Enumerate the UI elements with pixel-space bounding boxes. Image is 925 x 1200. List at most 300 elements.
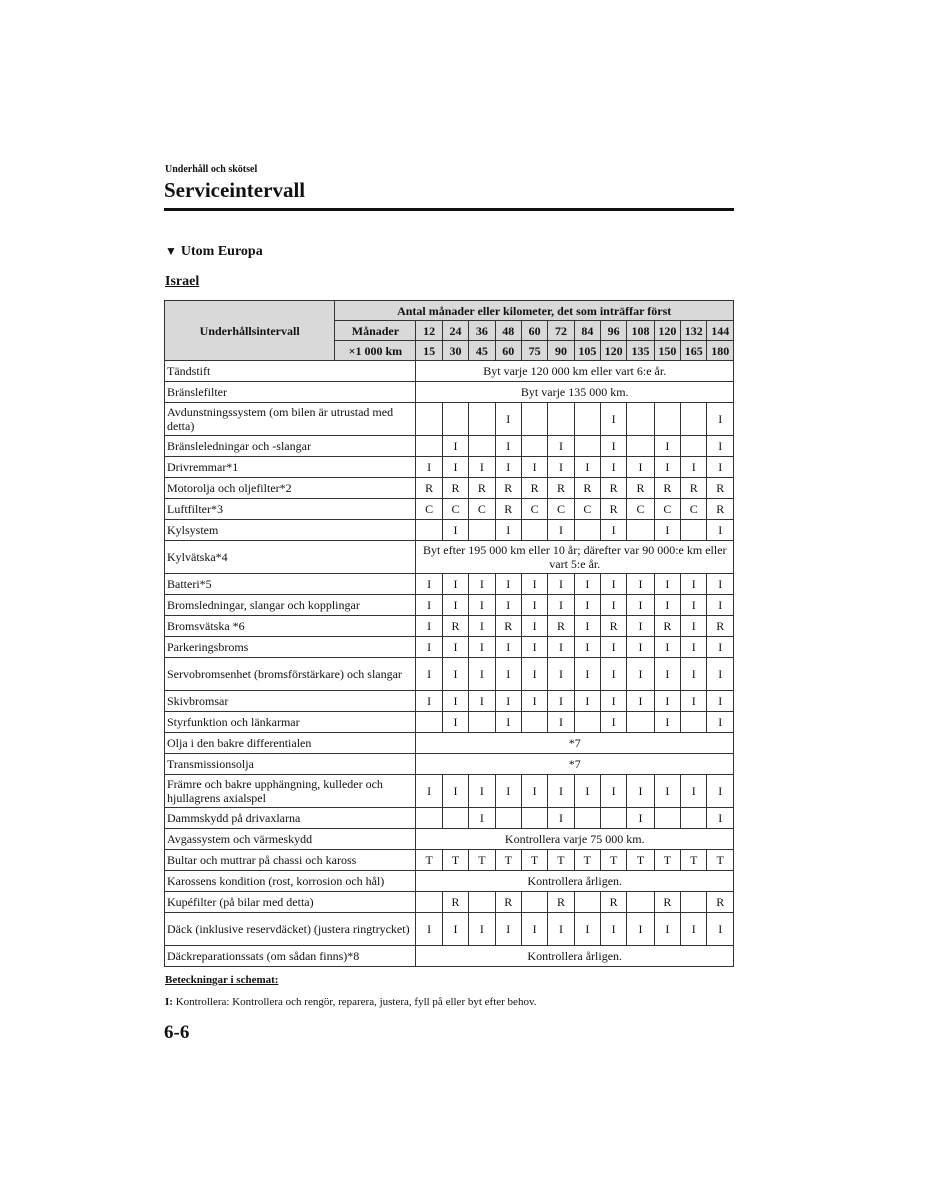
interval-cell: I xyxy=(416,658,442,691)
interval-cell xyxy=(654,403,680,436)
interval-cell: I xyxy=(495,637,521,658)
interval-cell: I xyxy=(654,637,680,658)
interval-cell: I xyxy=(627,691,654,712)
interval-cell: I xyxy=(442,574,468,595)
interval-cell: I xyxy=(601,457,627,478)
table-row xyxy=(165,520,734,541)
month-header: 120 xyxy=(654,321,680,341)
interval-cell: T xyxy=(548,850,574,871)
interval-cell: I xyxy=(574,637,600,658)
interval-cell: I xyxy=(548,457,574,478)
interval-cell: I xyxy=(442,913,468,946)
interval-cell: I xyxy=(548,595,574,616)
maintenance-item: Luftfilter*3 xyxy=(165,499,416,520)
interval-cell: C xyxy=(574,499,600,520)
interval-header: Antal månader eller kilometer, det som inträffar först xyxy=(335,301,734,321)
interval-cell xyxy=(654,808,680,829)
interval-cell: I xyxy=(548,691,574,712)
interval-cell: I xyxy=(707,457,734,478)
maintenance-item: Bränsleledningar och -slangar xyxy=(165,436,416,457)
maintenance-item: Bromsvätska *6 xyxy=(165,616,416,637)
table-row xyxy=(165,913,734,946)
table-row xyxy=(165,712,734,733)
interval-cell: I xyxy=(469,691,495,712)
legend xyxy=(165,996,536,1008)
interval-cell xyxy=(627,520,654,541)
interval-cell: I xyxy=(442,712,468,733)
legend-key: I: xyxy=(165,996,173,1008)
km-header: 135 xyxy=(627,341,654,361)
interval-cell: I xyxy=(654,520,680,541)
interval-cell: I xyxy=(707,712,734,733)
interval-cell: I xyxy=(681,691,707,712)
maintenance-item: Kupéfilter (på bilar med detta) xyxy=(165,892,416,913)
interval-cell: I xyxy=(707,808,734,829)
interval-cell: I xyxy=(548,436,574,457)
interval-cell: I xyxy=(574,595,600,616)
interval-cell: I xyxy=(601,637,627,658)
table-row xyxy=(165,733,734,754)
interval-cell: I xyxy=(707,775,734,808)
interval-cell: I xyxy=(548,913,574,946)
month-header: 144 xyxy=(707,321,734,341)
interval-cell xyxy=(574,808,600,829)
table-row xyxy=(165,616,734,637)
interval-cell xyxy=(442,808,468,829)
maintenance-item: Bultar och muttrar på chassi och kaross xyxy=(165,850,416,871)
maintenance-item: Dammskydd på drivaxlarna xyxy=(165,808,416,829)
interval-cell: I xyxy=(416,691,442,712)
maintenance-item: Skivbromsar xyxy=(165,691,416,712)
interval-cell: I xyxy=(442,457,468,478)
interval-cell: I xyxy=(707,403,734,436)
interval-note: Kontrollera varje 75 000 km. xyxy=(416,829,734,850)
interval-cell: I xyxy=(627,637,654,658)
interval-cell xyxy=(416,403,442,436)
km-header: 60 xyxy=(495,341,521,361)
maintenance-item: Styrfunktion och länkarmar xyxy=(165,712,416,733)
maintenance-item: Bränslefilter xyxy=(165,382,416,403)
interval-cell: I xyxy=(627,616,654,637)
interval-cell: I xyxy=(495,913,521,946)
interval-cell: I xyxy=(521,913,547,946)
interval-cell: I xyxy=(442,637,468,658)
interval-note: Kontrollera årligen. xyxy=(416,871,734,892)
interval-cell: R xyxy=(601,892,627,913)
maintenance-item: Karossens kondition (rost, korrosion och hål) xyxy=(165,871,416,892)
interval-cell xyxy=(469,892,495,913)
interval-cell: I xyxy=(654,913,680,946)
interval-cell: I xyxy=(416,913,442,946)
table-row xyxy=(165,850,734,871)
interval-cell xyxy=(574,892,600,913)
interval-cell: I xyxy=(681,775,707,808)
interval-cell: R xyxy=(442,478,468,499)
interval-cell: I xyxy=(601,658,627,691)
interval-cell: R xyxy=(601,478,627,499)
interval-cell: I xyxy=(574,658,600,691)
maintenance-item: Motorolja och oljefilter*2 xyxy=(165,478,416,499)
interval-cell: R xyxy=(601,499,627,520)
interval-cell: I xyxy=(469,913,495,946)
interval-cell: I xyxy=(681,616,707,637)
table-row xyxy=(165,382,734,403)
interval-cell: I xyxy=(654,595,680,616)
interval-cell: I xyxy=(601,691,627,712)
km-header: 90 xyxy=(548,341,574,361)
maintenance-item: Främre och bakre upphängning, kulleder och hjullagrens axialspel xyxy=(165,775,416,808)
interval-cell: T xyxy=(469,850,495,871)
maintenance-item: Servobromsenhet (bromsförstärkare) och slangar xyxy=(165,658,416,691)
interval-cell: I xyxy=(574,574,600,595)
interval-cell: R xyxy=(707,499,734,520)
subheading-text: Utom Europa xyxy=(180,244,263,259)
month-header: 12 xyxy=(416,321,442,341)
interval-cell: R xyxy=(495,499,521,520)
interval-cell: I xyxy=(469,616,495,637)
interval-cell: I xyxy=(601,436,627,457)
interval-cell xyxy=(521,892,547,913)
maintenance-item: Däck (inklusive reservdäcket) (justera ringtrycket) xyxy=(165,913,416,946)
table-row xyxy=(165,478,734,499)
interval-cell: T xyxy=(521,850,547,871)
month-header: 108 xyxy=(627,321,654,341)
interval-cell: I xyxy=(654,457,680,478)
interval-cell: I xyxy=(654,574,680,595)
table-row xyxy=(165,691,734,712)
interval-cell: C xyxy=(681,499,707,520)
interval-cell xyxy=(681,520,707,541)
interval-cell: I xyxy=(627,595,654,616)
interval-cell: I xyxy=(601,574,627,595)
table-row xyxy=(165,457,734,478)
interval-cell: R xyxy=(548,616,574,637)
month-header: 60 xyxy=(521,321,547,341)
interval-cell: I xyxy=(521,691,547,712)
interval-cell xyxy=(521,712,547,733)
interval-cell xyxy=(521,436,547,457)
interval-cell: I xyxy=(495,457,521,478)
months-label: Månader xyxy=(335,321,416,341)
month-header: 48 xyxy=(495,321,521,341)
interval-cell: I xyxy=(681,637,707,658)
interval-cell: R xyxy=(416,478,442,499)
interval-cell: T xyxy=(654,850,680,871)
interval-cell xyxy=(574,520,600,541)
table-row xyxy=(165,403,734,436)
interval-cell: I xyxy=(495,595,521,616)
interval-cell: I xyxy=(548,775,574,808)
km-header: 120 xyxy=(601,341,627,361)
interval-cell: R xyxy=(707,616,734,637)
maintenance-item: Tändstift xyxy=(165,361,416,382)
km-header: 180 xyxy=(707,341,734,361)
interval-cell: I xyxy=(495,520,521,541)
interval-note: Byt efter 195 000 km eller 10 år; därefter var 90 000:e km eller vart 5:e år. xyxy=(416,541,734,574)
table-row xyxy=(165,574,734,595)
triangle-down-icon: ▼ xyxy=(165,244,177,258)
maintenance-item: Batteri*5 xyxy=(165,574,416,595)
interval-cell xyxy=(681,403,707,436)
interval-cell: I xyxy=(442,436,468,457)
interval-cell xyxy=(681,436,707,457)
interval-cell: T xyxy=(416,850,442,871)
interval-cell: I xyxy=(707,913,734,946)
interval-cell: I xyxy=(574,913,600,946)
interval-cell: I xyxy=(707,520,734,541)
interval-cell: R xyxy=(654,478,680,499)
interval-cell: C xyxy=(654,499,680,520)
interval-cell xyxy=(469,520,495,541)
interval-cell: I xyxy=(574,775,600,808)
interval-cell: I xyxy=(416,457,442,478)
interval-cell xyxy=(469,436,495,457)
interval-cell xyxy=(521,520,547,541)
table-row xyxy=(165,946,734,967)
km-header: 150 xyxy=(654,341,680,361)
interval-note: *7 xyxy=(416,754,734,775)
interval-cell: I xyxy=(469,637,495,658)
interval-cell: R xyxy=(469,478,495,499)
interval-cell: C xyxy=(469,499,495,520)
interval-cell: T xyxy=(442,850,468,871)
interval-cell: T xyxy=(627,850,654,871)
interval-cell xyxy=(681,892,707,913)
interval-cell: I xyxy=(521,658,547,691)
country-heading: Israel xyxy=(165,274,200,289)
interval-cell: I xyxy=(627,913,654,946)
maintenance-item: Bromsledningar, slangar och kopplingar xyxy=(165,595,416,616)
maintenance-item: Transmissionsolja xyxy=(165,754,416,775)
interval-cell: I xyxy=(681,574,707,595)
interval-cell: I xyxy=(442,595,468,616)
interval-cell: R xyxy=(495,478,521,499)
interval-cell: R xyxy=(521,478,547,499)
interval-cell: I xyxy=(416,595,442,616)
maintenance-item: Kylvätska*4 xyxy=(165,541,416,574)
interval-cell: R xyxy=(654,616,680,637)
interval-cell: C xyxy=(627,499,654,520)
interval-cell xyxy=(495,808,521,829)
interval-cell: I xyxy=(416,574,442,595)
interval-cell: I xyxy=(548,574,574,595)
table-row xyxy=(165,658,734,691)
interval-cell: R xyxy=(548,892,574,913)
interval-cell: I xyxy=(601,520,627,541)
interval-cell xyxy=(627,892,654,913)
interval-cell xyxy=(521,403,547,436)
interval-cell xyxy=(681,712,707,733)
interval-cell xyxy=(601,808,627,829)
interval-cell: I xyxy=(469,775,495,808)
interval-cell: I xyxy=(574,691,600,712)
table-row xyxy=(165,754,734,775)
interval-cell: I xyxy=(469,574,495,595)
interval-cell xyxy=(521,808,547,829)
interval-cell: C xyxy=(442,499,468,520)
interval-cell: I xyxy=(495,775,521,808)
interval-cell: T xyxy=(495,850,521,871)
month-header: 72 xyxy=(548,321,574,341)
interval-cell xyxy=(416,436,442,457)
interval-cell: I xyxy=(495,691,521,712)
interval-cell: R xyxy=(707,892,734,913)
interval-cell: R xyxy=(654,892,680,913)
interval-cell: I xyxy=(654,691,680,712)
table-row xyxy=(165,637,734,658)
interval-cell xyxy=(627,712,654,733)
interval-cell: I xyxy=(707,574,734,595)
interval-cell: I xyxy=(521,637,547,658)
km-label: ×1 000 km xyxy=(335,341,416,361)
legend-title: Beteckningar i schemat: xyxy=(165,974,279,986)
interval-cell: I xyxy=(548,712,574,733)
interval-cell: R xyxy=(627,478,654,499)
month-header: 84 xyxy=(574,321,600,341)
interval-cell: I xyxy=(681,457,707,478)
section-label: Underhåll och skötsel xyxy=(165,164,258,175)
interval-cell: I xyxy=(495,403,521,436)
month-header: 96 xyxy=(601,321,627,341)
interval-cell: I xyxy=(495,436,521,457)
interval-cell: R xyxy=(442,616,468,637)
interval-cell: I xyxy=(495,574,521,595)
interval-cell: I xyxy=(601,403,627,436)
interval-cell: T xyxy=(574,850,600,871)
interval-cell: I xyxy=(627,658,654,691)
maintenance-item: Parkeringsbroms xyxy=(165,637,416,658)
interval-cell: T xyxy=(681,850,707,871)
interval-cell xyxy=(574,712,600,733)
km-header: 105 xyxy=(574,341,600,361)
interval-cell xyxy=(681,808,707,829)
interval-note: *7 xyxy=(416,733,734,754)
interval-cell: I xyxy=(654,775,680,808)
page-title: Serviceintervall xyxy=(164,178,306,202)
subheading xyxy=(165,244,263,260)
interval-note: Kontrollera årligen. xyxy=(416,946,734,967)
interval-cell: I xyxy=(574,616,600,637)
table-row xyxy=(165,829,734,850)
interval-cell: I xyxy=(469,595,495,616)
interval-cell: I xyxy=(707,436,734,457)
interval-cell xyxy=(416,712,442,733)
interval-cell: R xyxy=(548,478,574,499)
interval-cell: I xyxy=(627,574,654,595)
maintenance-item: Kylsystem xyxy=(165,520,416,541)
interval-cell: I xyxy=(707,658,734,691)
interval-cell: I xyxy=(442,691,468,712)
interval-cell: I xyxy=(574,457,600,478)
interval-cell: R xyxy=(601,616,627,637)
interval-cell xyxy=(442,403,468,436)
interval-cell xyxy=(627,403,654,436)
interval-cell: I xyxy=(681,658,707,691)
interval-cell: R xyxy=(495,892,521,913)
interval-cell: I xyxy=(495,712,521,733)
interval-cell: R xyxy=(707,478,734,499)
legend-text: Kontrollera: Kontrollera och rengör, reparera, justera, fyll på eller byt efter behov. xyxy=(175,996,537,1008)
table-row xyxy=(165,775,734,808)
interval-cell: I xyxy=(681,595,707,616)
interval-cell: I xyxy=(416,616,442,637)
interval-cell: I xyxy=(707,691,734,712)
interval-cell: T xyxy=(707,850,734,871)
interval-cell: C xyxy=(548,499,574,520)
km-header: 30 xyxy=(442,341,468,361)
table-row xyxy=(165,808,734,829)
interval-cell: R xyxy=(495,616,521,637)
interval-cell: I xyxy=(707,595,734,616)
table-row xyxy=(165,541,734,574)
interval-cell: I xyxy=(627,808,654,829)
maintenance-item: Drivremmar*1 xyxy=(165,457,416,478)
interval-cell: R xyxy=(574,478,600,499)
interval-cell xyxy=(574,436,600,457)
interval-cell: I xyxy=(601,712,627,733)
interval-cell: I xyxy=(469,658,495,691)
interval-cell: I xyxy=(469,808,495,829)
interval-cell: I xyxy=(654,658,680,691)
table-row xyxy=(165,892,734,913)
interval-cell: R xyxy=(681,478,707,499)
month-header: 36 xyxy=(469,321,495,341)
interval-cell: I xyxy=(601,913,627,946)
interval-cell: I xyxy=(601,775,627,808)
maintenance-item: Avgassystem och värmeskydd xyxy=(165,829,416,850)
table-row xyxy=(165,436,734,457)
interval-note: Byt varje 120 000 km eller vart 6:e år. xyxy=(416,361,734,382)
maintenance-item: Olja i den bakre differentialen xyxy=(165,733,416,754)
interval-cell: I xyxy=(548,520,574,541)
maintenance-item: Däckreparationssats (om sådan finns)*8 xyxy=(165,946,416,967)
interval-cell xyxy=(469,403,495,436)
interval-cell: I xyxy=(627,775,654,808)
km-header: 15 xyxy=(416,341,442,361)
km-header: 45 xyxy=(469,341,495,361)
interval-cell: I xyxy=(495,658,521,691)
page-number: 6-6 xyxy=(164,1022,190,1043)
interval-cell: I xyxy=(548,637,574,658)
interval-cell xyxy=(416,892,442,913)
table-row xyxy=(165,595,734,616)
interval-cell: I xyxy=(442,520,468,541)
km-header: 75 xyxy=(521,341,547,361)
interval-cell: I xyxy=(521,457,547,478)
interval-cell: I xyxy=(601,595,627,616)
maintenance-schedule-table xyxy=(164,300,734,967)
interval-cell: I xyxy=(521,775,547,808)
interval-cell: I xyxy=(627,457,654,478)
interval-cell: I xyxy=(654,712,680,733)
interval-cell: I xyxy=(442,658,468,691)
month-header: 24 xyxy=(442,321,468,341)
maintenance-item: Avdunstningssystem (om bilen är utrustad med detta) xyxy=(165,403,416,436)
interval-cell: I xyxy=(521,595,547,616)
interval-cell: I xyxy=(521,574,547,595)
table-row xyxy=(165,361,734,382)
interval-cell xyxy=(469,712,495,733)
interval-cell: I xyxy=(521,616,547,637)
title-rule xyxy=(164,208,734,211)
interval-cell xyxy=(627,436,654,457)
maintenance-item-header: Underhållsintervall xyxy=(165,301,335,361)
interval-cell: I xyxy=(442,775,468,808)
table-row xyxy=(165,499,734,520)
interval-cell: I xyxy=(548,808,574,829)
interval-cell: I xyxy=(416,775,442,808)
interval-cell: I xyxy=(416,637,442,658)
